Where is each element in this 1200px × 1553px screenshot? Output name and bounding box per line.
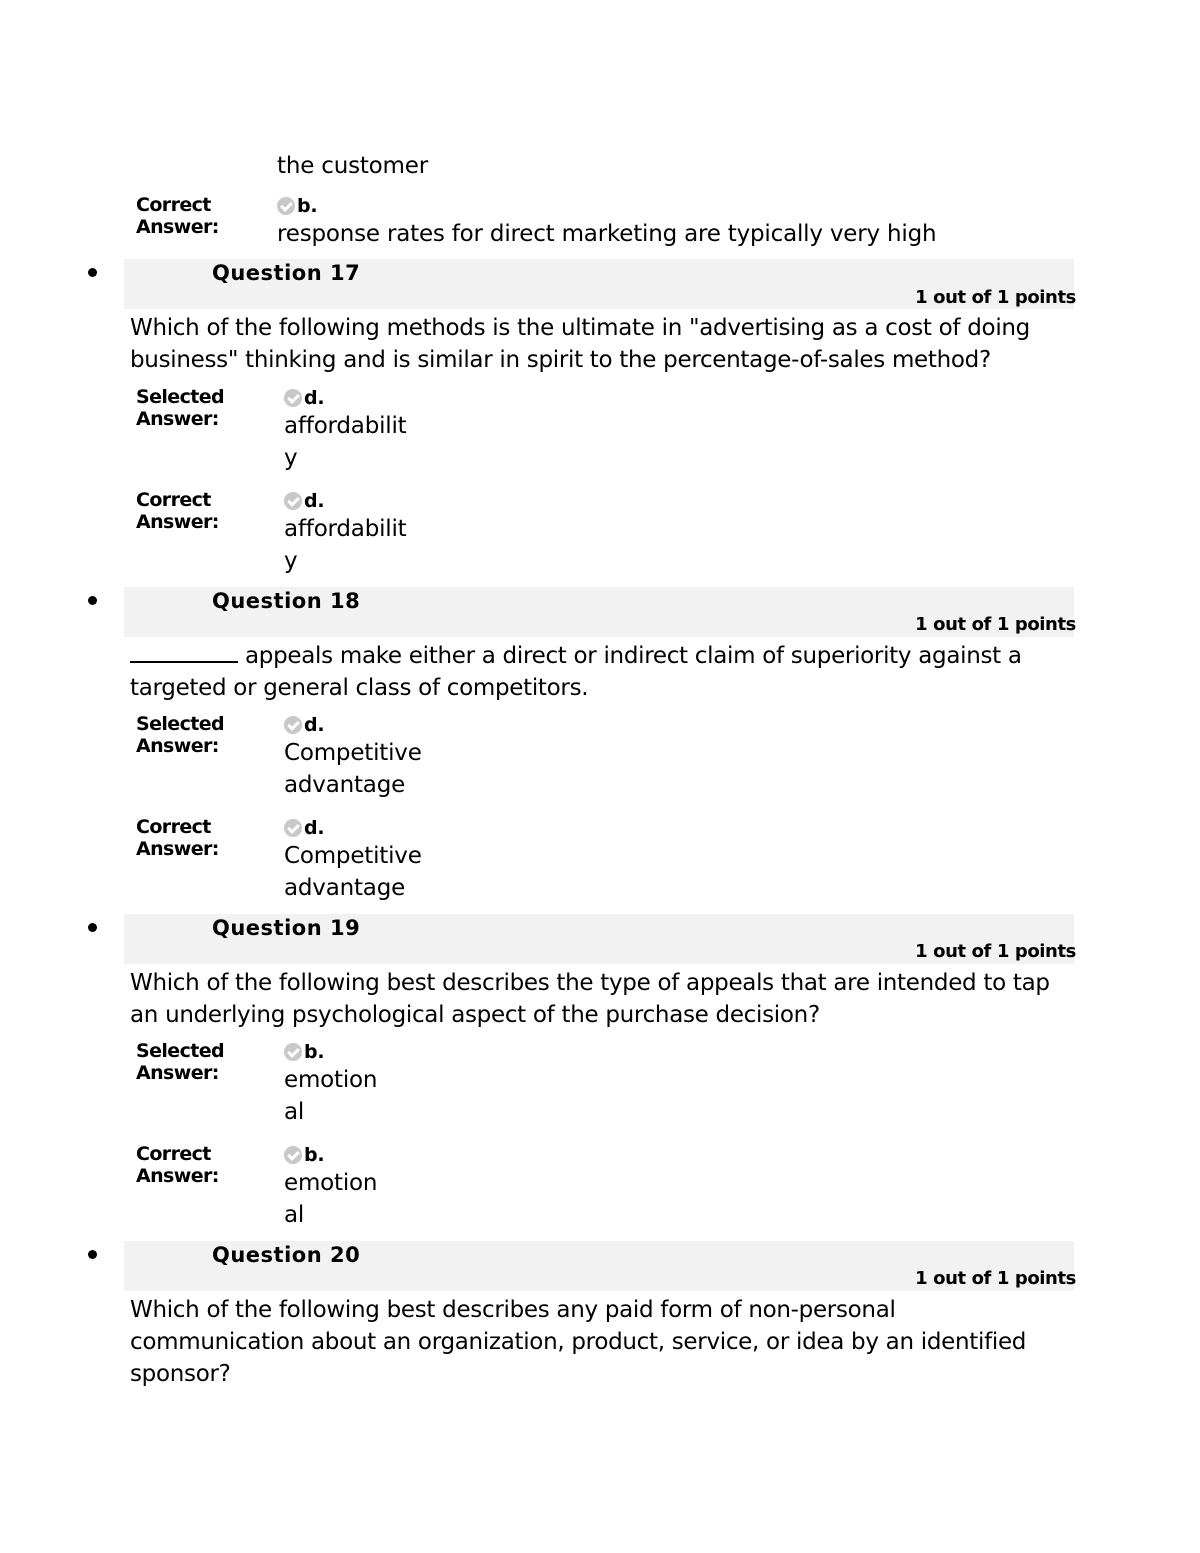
correct-answer-label: Correct Answer: [136,1143,219,1187]
selected-answer-label: Selected Answer: [136,386,225,430]
check-circle-icon [284,1146,302,1164]
answer-letter: d. [304,490,325,512]
question-text: appeals make either a direct or indirect claim of superiority against a targeted or general class of competitors. [130,643,1022,701]
answer-letter: d. [304,714,325,736]
question-points: 1 out of 1 points [915,941,1076,962]
previous-answer-continuation: the customer [277,153,428,179]
question-points: 1 out of 1 points [915,614,1076,635]
question-text: Which of the following methods is the ultimate in "advertising as a cost of doing business" thinking and is similar in spirit to the percentage-of-sales method? [130,315,1030,373]
answer-letter: b. [304,1041,325,1063]
check-circle-icon [284,716,302,734]
answer-letter: d. [304,387,325,409]
bullet-icon [88,268,97,277]
check-circle-icon [284,389,302,407]
check-circle-icon [284,1043,302,1061]
bullet-icon [88,923,97,932]
question-title: Question 19 [212,916,361,940]
answer-text: emotional [284,1067,378,1125]
correct-answer-label: Correct Answer: [136,816,219,860]
selected-answer-label: Selected Answer: [136,1040,225,1084]
answer-text: Competitive advantage [284,740,422,798]
correct-answer-label: Correct Answer: [136,489,219,533]
answer-text: Competitive advantage [284,843,422,901]
answer-text: affordability [284,413,407,471]
question-points: 1 out of 1 points [915,287,1076,308]
answer-letter: b. [304,1144,325,1166]
answer-text: affordability [284,516,407,574]
answer-letter: d. [304,817,325,839]
answer-text: response rates for direct marketing are typically very high [277,221,937,247]
selected-answer-label: Selected Answer: [136,713,225,757]
question-text: Which of the following best describes any paid form of non-personal communication about an organization, product, service, or idea by an identified sponsor? [130,1297,1027,1387]
question-title: Question 20 [212,1243,361,1267]
check-circle-icon [284,492,302,510]
bullet-icon [88,1250,97,1259]
question-title: Question 17 [212,261,361,285]
correct-answer-label: Correct Answer: [136,194,219,238]
question-title: Question 18 [212,589,361,613]
check-circle-icon [284,819,302,837]
bullet-icon [88,596,97,605]
fill-in-blank [130,641,238,663]
answer-text: emotional [284,1170,378,1228]
question-points: 1 out of 1 points [915,1268,1076,1289]
check-circle-icon [277,197,295,215]
answer-letter: b. [297,195,318,217]
question-text: Which of the following best describes the type of appeals that are intended to tap an underlying psychological aspect of the purchase decision? [130,970,1050,1028]
